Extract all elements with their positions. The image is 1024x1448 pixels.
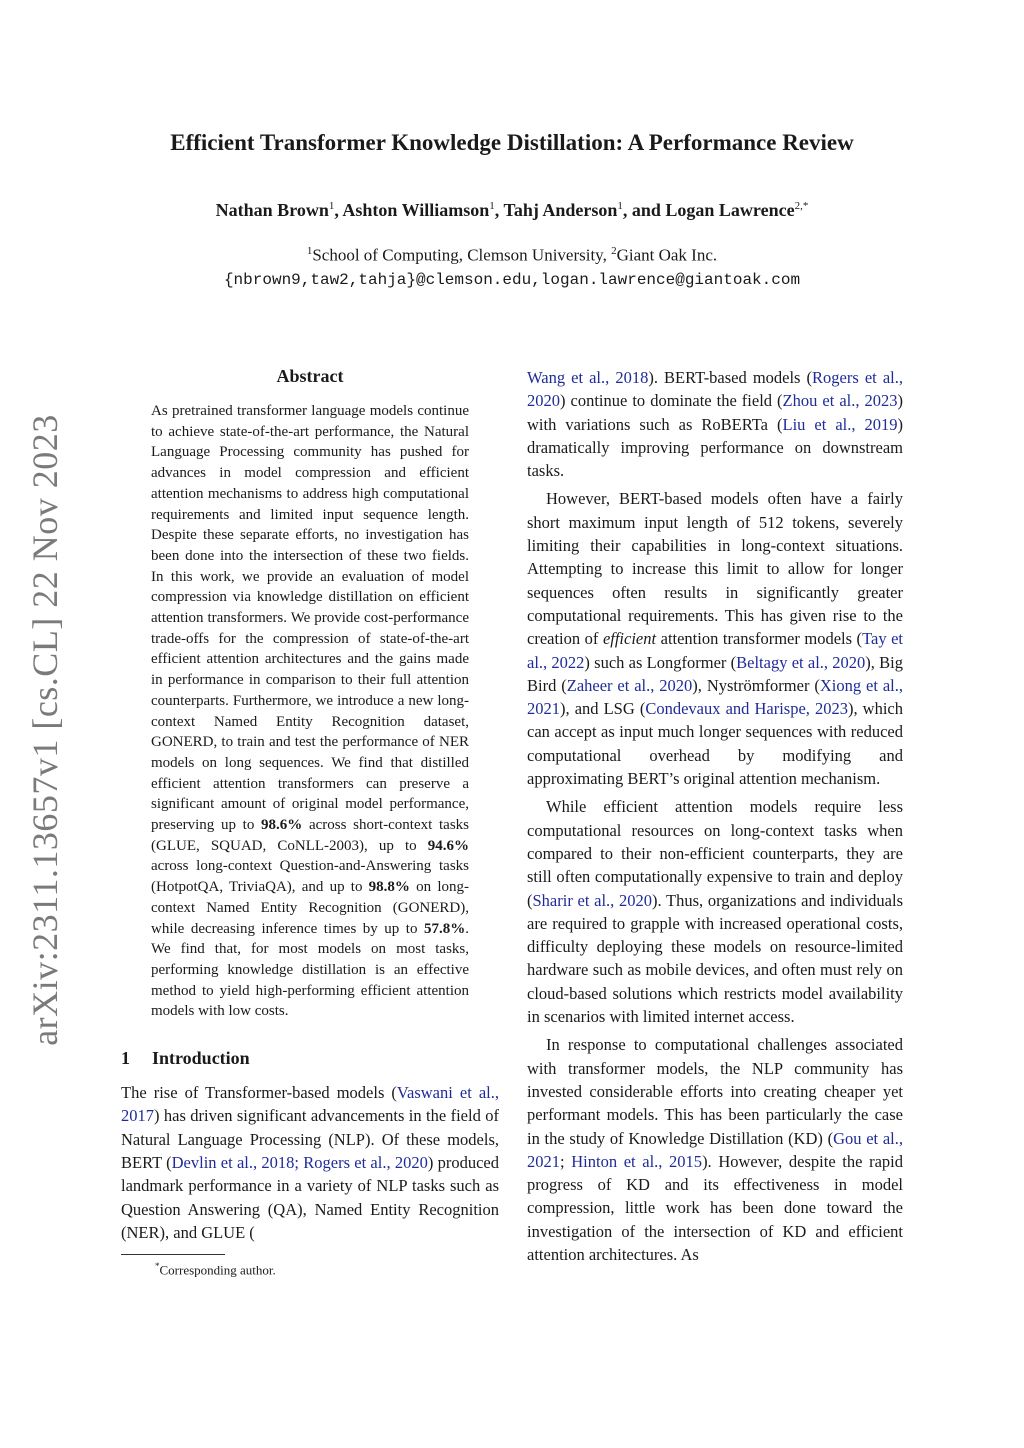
author-affil-mark: 1 — [489, 200, 495, 212]
intro-paragraph — [527, 795, 903, 1028]
citation-link[interactable]: Xiong et al., 2021 — [527, 675, 903, 719]
emphasis: efficient — [602, 629, 657, 649]
affil-text: School of Computing, Clemson University, — [312, 245, 612, 265]
author-name: Ashton Williamson — [342, 200, 490, 220]
author-affil-mark: 1 — [617, 200, 623, 212]
text-span: ; — [560, 1151, 572, 1171]
text-span: The rise of Transformer-based models ( — [121, 1083, 397, 1103]
citation-link[interactable]: Vaswani et al., 2017 — [121, 1083, 499, 1126]
abstract-heading: Abstract — [276, 366, 344, 386]
left-column — [121, 366, 499, 1279]
text-span: ), Big Bird ( — [527, 652, 904, 695]
citation-link[interactable]: Liu et al., 2019 — [782, 414, 898, 434]
intro-paragraph — [527, 487, 903, 790]
citation-link[interactable]: Condevaux and Harispe, 2023 — [645, 699, 848, 719]
affil-mark: 1 — [306, 245, 313, 257]
abstract-highlight: 94.6% — [427, 837, 469, 854]
text-span: ), which can accept as input much longer sequences with reduced computational overhead by modifying and approximating BERT’s original attention mechanism. — [527, 699, 904, 789]
text-span: ) with variations such as RoBERTa ( — [527, 391, 903, 434]
abstract-highlight: 57.8% — [424, 920, 466, 937]
paper-title: Efficient Transformer Knowledge Distillation: A Performance Review — [170, 130, 854, 155]
citation-link[interactable]: Rogers et al., 2020 — [527, 368, 903, 411]
author-emails: {nbrown9,taw2,tahja}@clemson.edu,logan.lawrence@giantoak.com — [223, 271, 801, 289]
citation-link[interactable]: Gou et al., 2021 — [527, 1128, 903, 1171]
abstract-span: on long-context Named Entity Recognition (GONERD), while decreasing inference times by up to — [151, 879, 469, 937]
footnote — [155, 1261, 499, 1278]
affiliations — [0, 245, 1024, 266]
text-span: ) produced landmark performance in a variety of NLP tasks such as Question Answering (QA), Named Entity Recognition (NER), and GLUE ( — [121, 1152, 499, 1242]
author-name: Tahj Anderson — [503, 200, 618, 220]
text-span: ) has driven significant advancements in the field of Natural Language Processing (NLP). Of these models, BERT ( — [121, 1106, 499, 1172]
text-span: ) dramatically improving performance on downstream tasks. — [527, 414, 903, 481]
abstract-span: . We find that, for most models on most tasks, performing knowledge distillation is an effective method to yield high-performing efficient attention models with low costs. — [151, 920, 469, 1020]
citation-link[interactable]: Tay et al., 2022 — [527, 629, 903, 672]
author-list — [0, 200, 1024, 221]
affil-text: Giant Oak Inc. — [616, 245, 718, 265]
intro-paragraph-continued — [527, 366, 903, 482]
citation-link[interactable]: Zhou et al., 2023 — [782, 391, 898, 411]
section-title: Introduction — [152, 1048, 250, 1069]
author-name: Logan Lawrence — [665, 200, 795, 220]
citation-link[interactable]: Hinton et al., 2015 — [571, 1151, 703, 1171]
citation-link[interactable]: Sharir et al., 2020 — [532, 890, 652, 910]
footnote-mark: * — [155, 1261, 160, 1272]
abstract-span: As pretrained transformer language models continue to achieve state-of-the-art performance, the Natural Language Processing community has pushed for advances in model compression and efficient attention mechanisms to address high computational requirements and limited input sequence length. Despite these separate efforts, no investigation has been done into the intersection of these two fields. In this work, we provide an evaluation of model compression via knowledge distillation on efficient attention transformers. We provide cost-performance trade-offs for the compression of state-of-the-art efficient attention architectures and the gains made in performance in comparison to their full attention counterparts. Furthermore, we introduce a new long-context Named Entity Recognition dataset, GONERD, to train and test the performance of NER models on long sequences. We find that distilled efficient attention transformers can preserve a significant amount of original model performance, preserving up to — [151, 403, 469, 834]
abstract-span: across long-context Question-and-Answering tasks (HotpotQA, TriviaQA), and up to — [151, 858, 469, 896]
abstract-highlight: 98.6% — [261, 817, 303, 834]
author-separator: , — [494, 200, 504, 220]
text-span: In response to computational challenges associated with transformer models, the NLP community has invested considerable efforts into creating cheaper yet performant models. This has been particularly the case in the study of Knowledge Distillation (KD) ( — [527, 1035, 903, 1148]
author-separator: , — [334, 200, 343, 220]
text-span: ). Thus, organizations and individuals are required to grapple with increased operational costs, difficulty deploying these models on resource-limited hardware such as mobile devices, and often must rely on cloud-based solutions which restricts model availability in scenarios with limited internet access. — [527, 890, 903, 1027]
abstract-highlight: 98.8% — [368, 879, 410, 896]
text-span: ). BERT-based models ( — [648, 368, 813, 387]
affil-mark: 2 — [611, 245, 617, 257]
section-heading-introduction — [121, 1048, 499, 1069]
citation-link[interactable]: Devlin et al., 2018; Rogers et al., 2020 — [171, 1152, 428, 1172]
arxiv-side-stamp — [22, 410, 68, 1050]
text-span: ), Nyströmformer ( — [692, 675, 820, 695]
arxiv-identifier: arXiv:2311.13657v1 [cs.CL] 22 Nov 2023 — [25, 414, 66, 1046]
right-column — [527, 366, 903, 1266]
author-separator: , and — [622, 200, 666, 220]
author-affil-mark: 2,* — [794, 200, 809, 212]
intro-paragraph — [527, 1033, 903, 1266]
abstract-span: across short-context tasks (GLUE, SQUAD, CoNLL-2003), up to — [151, 817, 469, 854]
text-span: ) continue to dominate the field ( — [560, 391, 783, 411]
author-affil-mark: 1 — [328, 200, 335, 212]
text-span: ), and LSG ( — [560, 699, 646, 719]
text-span: attention transformer models ( — [656, 629, 863, 649]
section-number: 1 — [121, 1048, 130, 1069]
abstract-text — [151, 401, 469, 1022]
text-span: ). However, despite the rapid progress of KD and its effectiveness in model compression, little work has been done toward the investigation of the intersection of KD and efficient attention architectures. As — [527, 1151, 903, 1264]
footnote-rule — [121, 1254, 225, 1255]
text-span: ) such as Longformer ( — [584, 652, 737, 672]
citation-link[interactable]: Beltagy et al., 2020 — [736, 652, 866, 672]
author-name: Nathan Brown — [215, 200, 329, 220]
footnote-text: Corresponding author. — [159, 1262, 276, 1278]
intro-paragraph — [121, 1081, 499, 1244]
text-span: While efficient attention models require less computational resources on long-context tasks when compared to their non-efficient counterparts, they are still often computationally expensive to train and deploy ( — [527, 797, 903, 910]
citation-link[interactable]: Wang et al., 2018 — [527, 368, 649, 387]
citation-link[interactable]: Zaheer et al., 2020 — [566, 675, 693, 695]
text-span: However, BERT-based models often have a fairly short maximum input length of 512 tokens, severely limiting their capabilities in long-context situations. Attempting to increase this limit to allow for longer sequences often results in significantly greater computational requirements. This has given rise to the creation of — [527, 489, 903, 649]
